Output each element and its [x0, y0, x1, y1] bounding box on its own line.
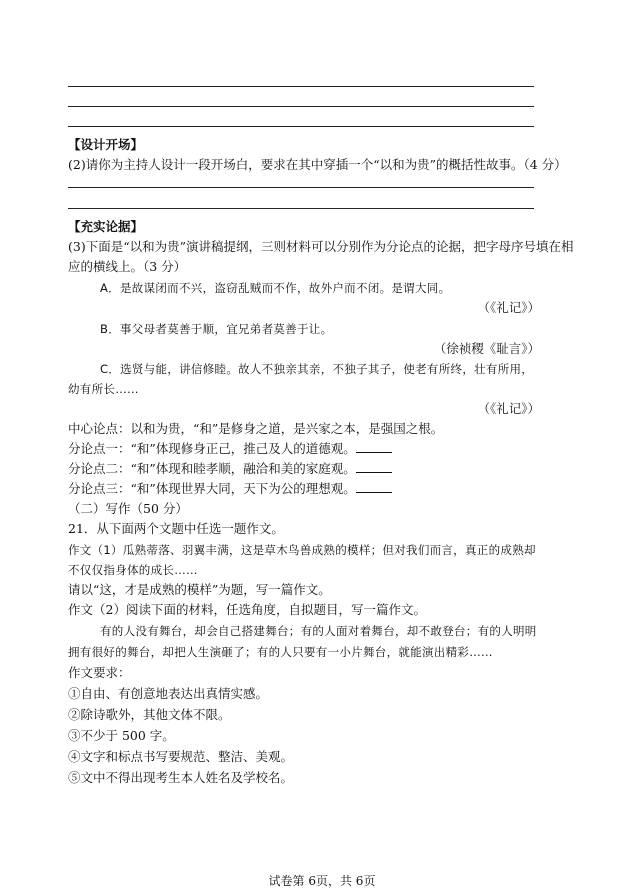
sub-argument-2-row — [68, 460, 392, 478]
answer-blank-1[interactable] — [356, 440, 392, 453]
material-a: A．是故谋闭而不兴，盗窃乱贼而不作，故外户而不闭。是谓大同。 — [100, 281, 451, 295]
source-c: （《礼记》） — [477, 401, 540, 416]
section-evidence-header: 【充实论据】 — [68, 219, 144, 234]
question-2: (2)请你为主持人设计一段开场白，要求在其中穿插一个“以和为贵”的概括性故事。（4 分） — [68, 157, 567, 172]
answer-line-1 — [68, 86, 534, 87]
question-21: 21．从下面两个文题中任选一题作文。 — [68, 521, 284, 536]
material-b: B．事父母者莫善于顺，宜兄弟者莫善于让。 — [100, 322, 333, 336]
answer-line-3 — [68, 126, 534, 127]
material-c-line2: 幼有所长…… — [68, 382, 139, 396]
question-3-line2: 应的横线上。（3 分） — [68, 259, 187, 274]
answer-line-4 — [68, 187, 534, 188]
sub-argument-2: 分论点二：“和”体现和睦孝顺，融洽和美的家庭观。 — [68, 461, 356, 476]
answer-blank-3[interactable] — [356, 480, 392, 493]
topic2-intro: 作文（2）阅读下面的材料，任选角度，自拟题目，写一篇作文。 — [68, 602, 426, 617]
sub-argument-1-row — [68, 440, 392, 458]
material-c-line1: C．选贤与能，讲信修睦。故人不独亲其亲，不独子其子，使老有所终，壮有所用， — [100, 362, 534, 376]
sub-argument-3-row — [68, 480, 392, 498]
page-footer: 试卷第 6页，共 6页 — [268, 874, 376, 888]
requirements-title: 作文要求： — [68, 665, 131, 680]
requirement-1: ①自由、有创意地表达出真情实感。 — [68, 686, 269, 701]
sub-argument-3: 分论点三：“和”体现世界大同，天下为公的理想观。 — [68, 481, 356, 496]
topic2-material-line2: 拥有很好的舞台，却把人生演砸了；有的人只要有一小片舞台，就能演出精彩…… — [68, 645, 493, 659]
writing-section-title: （二）写作（50 分） — [68, 501, 188, 516]
topic1-line2: 不仅仅指身体的成长…… — [68, 563, 198, 577]
topic1-instruction: 请以“这，才是成熟的模样”为题，写一篇作文。 — [68, 582, 331, 597]
requirement-3: ③不少于 500 字。 — [68, 728, 175, 743]
source-a: （《礼记》） — [477, 300, 540, 315]
answer-blank-2[interactable] — [356, 460, 392, 473]
topic2-material-line1: 有的人没有舞台，却会自己搭建舞台；有的人面对着舞台，却不敢登台；有的人明明 — [100, 624, 537, 638]
answer-line-2 — [68, 106, 534, 107]
topic1-line1: 作文（1）瓜熟蒂落、羽翼丰满，这是草木鸟兽成熟的模样；但对我们而言，真正的成熟却 — [68, 543, 536, 557]
source-b: （徐祯稷《耻言》） — [433, 341, 540, 356]
sub-argument-1: 分论点一：“和”体现修身正己，推己及人的道德观。 — [68, 441, 356, 456]
requirement-5: ⑤文中不得出现考生本人姓名及学校名。 — [68, 770, 294, 785]
center-argument: 中心论点：以和为贵，“和”是修身之道，是兴家之本，是强国之根。 — [68, 421, 444, 436]
answer-line-5 — [68, 208, 534, 209]
section-design-header: 【设计开场】 — [68, 137, 144, 152]
requirement-4: ④文字和标点书写要规范、整洁、美观。 — [68, 749, 294, 764]
question-3-line1: (3)下面是“以和为贵”演讲稿提纲，三则材料可以分别作为分论点的论据，把字母序号填在相 — [68, 239, 574, 254]
requirement-2: ②除诗歌外，其他文体不限。 — [68, 707, 231, 722]
